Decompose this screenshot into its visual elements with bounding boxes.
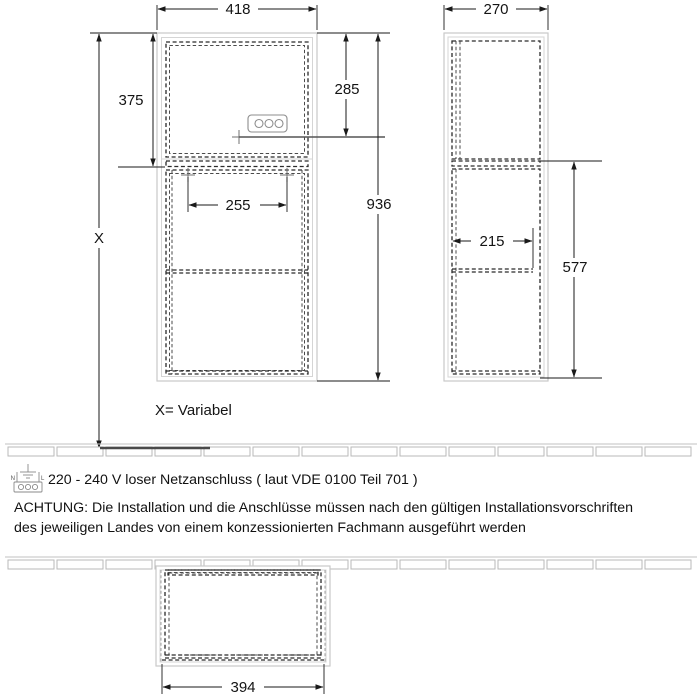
- plan-cabinet-outline: [156, 566, 330, 666]
- dim-front-width: [157, 0, 317, 30]
- lower-tile-band: [5, 557, 697, 569]
- symbol-letter-l: L: [41, 476, 45, 482]
- dim-label-418: 418: [225, 1, 251, 18]
- dim-side-depth: [444, 0, 548, 30]
- dim-side-lower-height: [540, 161, 602, 378]
- variable-legend-label: X= Variabel: [155, 402, 232, 419]
- dim-label-285: 285: [334, 81, 360, 98]
- mains-connection-note: 220 - 240 V loser Netzanschluss ( laut VDE 0100 Teil 701 ): [48, 472, 418, 488]
- dim-label-394: 394: [230, 679, 256, 696]
- mains-connection-icon: [11, 464, 45, 492]
- warning-line-2: des jeweiligen Landes von einem konzessionierten Fachmann ausgeführt werden: [14, 520, 526, 536]
- symbol-letter-n: N: [10, 476, 15, 482]
- warning-line-1: ACHTUNG: Die Installation und die Anschlüsse müssen nach den gültigen Installationsvorschriften: [14, 500, 634, 516]
- dim-label-215: 215: [479, 233, 505, 250]
- front-elevation-group: [110, 0, 401, 381]
- side-elevation-group: [444, 0, 602, 381]
- dim-front-socket-height: [317, 33, 390, 136]
- dim-label-255: 255: [225, 197, 251, 214]
- dim-label-936: 936: [366, 196, 392, 213]
- dim-label-577: 577: [562, 259, 588, 276]
- front-socket-symbol: [248, 115, 287, 132]
- dim-label-270: 270: [483, 1, 509, 18]
- plan-section-group: [156, 566, 330, 697]
- upper-tile-band: [5, 444, 697, 456]
- dim-label-375: 375: [118, 92, 144, 109]
- dim-label-x: X: [93, 230, 105, 247]
- dim-plan-width: [162, 664, 324, 697]
- side-cabinet-outline: [444, 33, 548, 381]
